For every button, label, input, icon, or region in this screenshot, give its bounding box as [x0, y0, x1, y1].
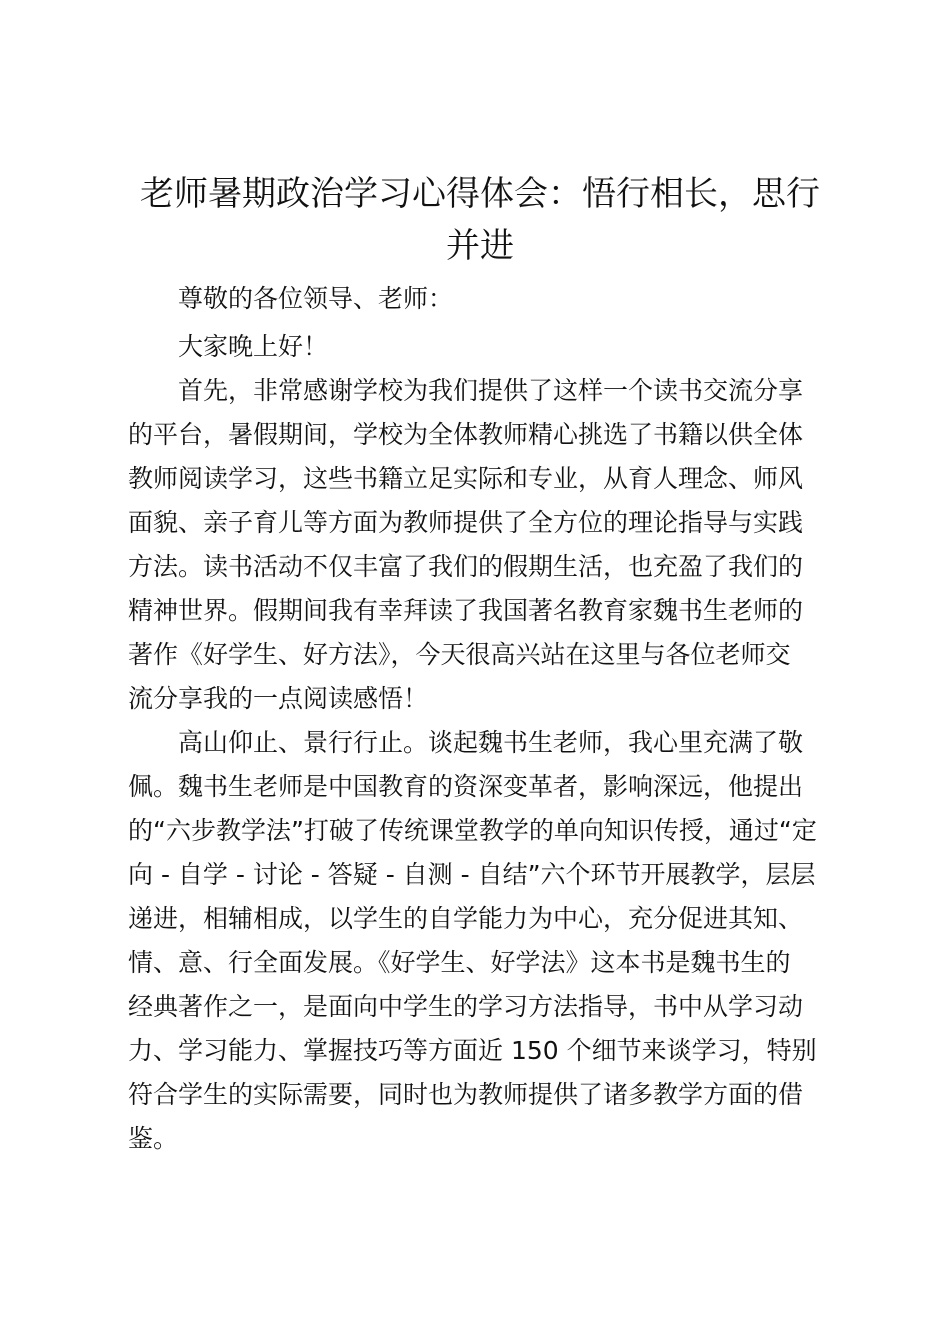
paragraph-line: 首先，非常感谢学校为我们提供了这样一个读书交流分享 — [178, 376, 804, 405]
paragraph-line: 经典著作之一，是面向中学生的学习方法指导，书中从学习动 — [128, 992, 804, 1021]
salutation: 尊敬的各位领导、老师： — [178, 284, 454, 313]
paragraph-line: 递进，相辅相成，以学生的自学能力为中心，充分促进其知、 — [128, 904, 804, 933]
greeting: 大家晚上好！ — [178, 332, 329, 361]
paragraph-line: 鉴。 — [128, 1124, 179, 1153]
paragraph-line: 的平台，暑假期间，学校为全体教师精心挑选了书籍以供全体 — [128, 420, 804, 449]
paragraph-2 — [128, 723, 830, 1163]
paragraph-line: 教师阅读学习，这些书籍立足实际和专业，从育人理念、师风 — [128, 464, 804, 493]
title-line: 老师暑期政治学习心得体会：悟行相长，思行 — [140, 174, 820, 214]
paragraph-line: 向 - 自学 - 讨论 - 答疑 - 自测 - 自结”六个环节开展教学，层层 — [128, 860, 816, 889]
paragraph-line: 方法。读书活动不仅丰富了我们的假期生活，也充盈了我们的 — [128, 552, 804, 581]
paragraph-line: 面貌、亲子育儿等方面为教师提供了全方位的理论指导与实践 — [128, 508, 804, 537]
paragraph-1 — [128, 371, 830, 723]
paragraph-line: 流分享我的一点阅读感悟！ — [128, 684, 429, 713]
paragraph-line: 符合学生的实际需要，同时也为教师提供了诸多教学方面的借 — [128, 1080, 804, 1109]
document-title — [100, 168, 860, 272]
paragraph-line: 情、意、行全面发展。《好学生、好学法》这本书是魏书生的 — [128, 948, 791, 977]
paragraph-line: 著作《好学生、好方法》，今天很高兴站在这里与各位老师交 — [128, 640, 791, 669]
paragraph-line: 力、学习能力、掌握技巧等方面近 150 个细节来谈学习，特别 — [128, 1036, 817, 1065]
paragraph-line: 高山仰止、景行行止。谈起魏书生老师，我心里充满了敬 — [178, 728, 804, 757]
paragraph-line: 佩。魏书生老师是中国教育的资深变革者，影响深远，他提出 — [128, 772, 804, 801]
document-body — [128, 279, 830, 1163]
paragraph-line: 精神世界。假期间我有幸拜读了我国著名教育家魏书生老师的 — [128, 596, 804, 625]
paragraph-line: 的“六步教学法”打破了传统课堂教学的单向知识传授，通过“定 — [128, 816, 817, 845]
title-line: 并进 — [446, 226, 514, 266]
